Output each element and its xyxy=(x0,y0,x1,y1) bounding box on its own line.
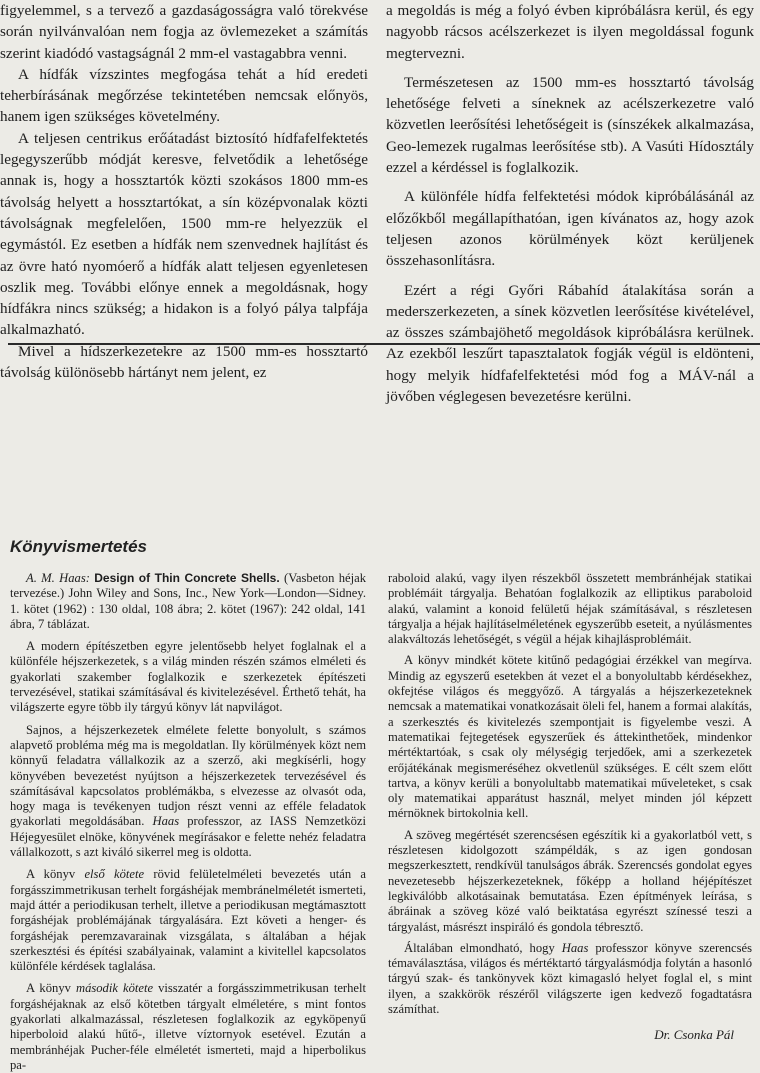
right-column xyxy=(386,0,760,406)
text: rövid felületelméleti bevezetés után a forgásszimmetrikusan terhelt forgáshéjak membránelméletét ismerteti, majd áttér a periodikusan terhelt, illetve a periodikusan megtámasztott forgáshéjak problémájának tárgyalására. Ezt követi a henger- és forgáshéjak peremzavarainak vizsgálata, s általában a héjak szerkesztési és építési szabályainak, valamint a kivitellel kapcsolatos különféle kérdések taglalása. xyxy=(10,867,367,974)
text: A könyv xyxy=(26,981,71,996)
book-review xyxy=(10,571,753,1072)
review-right-column xyxy=(388,571,752,1041)
paragraph: A teljesen centrikus erőátadást biztosító hídfafelfektetés legegyszerűbb módját keresve, felvetődik a lehetősége annak is, hogy a hossztartók közti szokásos 1800 mm-es távolság helyett a hossztartókat, a sín középvonalak közti távolságnak megfelelően, 1500 mm-re helyezzük el egymástól. Ez esetben a hídfák nem szenvednek hajlítást és az övre ható nyomóerő a hídfák alatt teljesen egyenletesen oszlik meg. További előnye ennek a megoldásnak, hogy hídfákra nincs szükség; a hidakon is a folyó pálya talpfája alkalmazható. xyxy=(0,129,368,339)
paragraph: Ezért a régi Győri Rábahíd átalakítása során a mederszerkezeten, a sínek közvetlen leerősítése kivételével, az összes számbajöhető megoldások kipróbálásra kerülnek. Az ezekből leszűrt tapasztalatok fogják végül is eldönteni, hogy melyik hídfafelfektetési mód fog a MÁV-nál a jövőben véglegesen bevezetésre kerülni. xyxy=(386,281,754,406)
article-continuation xyxy=(0,0,760,406)
text: A könyv xyxy=(26,867,76,882)
paragraph: A szöveg megértését szerencsésen egészítik ki a gyakorlatból vett, s részletesen kidolgozott számpéldák, s az igen gondosan megszerkesztett, rendkívül tanulságos ábrák. Szerencsés gondolat egyes nevezetesebb héjszerkezeteknek, főképp a holland héjépítészet legkiválóbb alkotásainak bemutatása. Ezen építmények leírása, s ábráinak a szöveg közé való beiktatása egyrészt színessé teszi a tárgyalást, másrészt inspiráló és gondola tébresztő. xyxy=(388,827,752,934)
text: visszatér a forgásszimmetrikusan terhelt forgáshéjaknak az első kötetben tárgyalt elméletére, s mint fontos gyakorlati alkalmazással, részletesen foglalkozik az egyköpenyű hiperboloid alakú hűtő-, illetve víztornyok esetével. Ezután a membránhéjak Pucher-féle elméletét ismerteti, majd a hiperbolikus pa- xyxy=(10,981,366,1072)
paragraph: A különféle hídfa felfektetési módok kipróbálásánál az előzőkből megállapíthatóan, igen kívánatos az, hogy azok teljesen azonos körülmények közt kerüljenek összehasonlításra. xyxy=(386,188,754,270)
text: professzor könyve szerencsés témaválasztása, világos és mértéktartó tárgyalásmódja folytán a hasonló tárgyú szak- és tankönyvek közt kimagasló helyet foglal el, s mint ilyen, a szakkörök részéről világszerte igen kedvező fogadtatásra számíthat. xyxy=(388,940,753,1017)
section-title: Könyvismertetés xyxy=(10,537,148,556)
emphasis: második kötete xyxy=(75,981,154,996)
paragraph: A modern építészetben egyre jelentősebb helyet foglalnak el a különféle héjszerkezetek, s a világ minden részén számos elméleti és gyakorlati szakember foglalkozik e szerkezetek építészeti tervezésével, statikai számításával és kivitelezésével. Érthető tehát, ha világszerte egyre több ily tárgyú könyv lát napvilágot. xyxy=(10,639,366,715)
paragraph: A könyv mindkét kötete kitűnő pedagógiai érzékkel van megírva. Mindig az egyszerű esetekben át vezet el a bonyolultabb kérdésekhez, okfejtése világos és meggyőző. A tárgyalás a héjszerkezeteknek nemcsak a matematikai vonatkozásait öleli fel, hanem a formai alakítás, a szerkesztés és kivitelezés szempontjait is figyelembe veszi. A matematikai fejtegetések egyszerűek és áttekinthetőek, mindenkor mértéktartóak, s csak oly mélységig terjedőek, ami a szerkezetek erőjátékának megismeréséhez okvetlenül szükséges. E célt szem előtt tartva, a könyv kerüli a bonyolultabb matematikai műveleteket, s csak oly matematikai apparátust használ, melyet minden jól képzett mérnöknek birtokolnia kell. xyxy=(388,653,752,821)
paragraph xyxy=(388,941,752,1017)
review-left-column xyxy=(10,571,367,1072)
paragraph xyxy=(10,981,366,1073)
ref-title: Design of Thin Concrete Shells. xyxy=(94,571,280,585)
text: Sajnos, a héjszerkezetek elmélete felette bonyolult, s számos alapvető probléma még ma is megoldatlan. Ily körülmények közt nem könnyű feladatra vállalkozik az a szerző, aki megkísérli, hogy könyvében bevezetést nyújtson a héjszerkezetek tervezésével és számításával kapcsolatos problémákba, s elvezesse az olvasót oda, hogy maga is tevékenyen tudjon részt venni az efféle feladatok gyakorlati megoldásában. xyxy=(10,722,366,829)
ref-details: (Vasbeton héjak tervezése.) John Wiley and Sons, Inc., New York—London—Sidney. 1. kötet (1962) : 130 oldal, 108 ábra; 2. kötet (1967): 242 oldal, 141 ábra, 7 táblázat. xyxy=(10,571,366,631)
paragraph xyxy=(10,723,366,861)
text: professzor, az IASS Nemzetközi Héjegyesület elnöke, könyvének megírásakor e felette nehéz feladatra vállalkozott, s azt kiváló sikerrel meg is oldotta. xyxy=(10,814,366,860)
paragraph: Természetesen az 1500 mm-es hossztartó távolság lehetősége felveti a síneknek az acélszerkezetre való közvetlen leerősítési lehetőségeit is (sínszékek alkalmazása, Geo-lemezek rugalmas leerősítése stb). A Vasúti Hídosztály ezzel a kérdéssel is foglalkozik. xyxy=(386,73,754,177)
book-reference xyxy=(10,571,366,632)
section-divider xyxy=(8,343,760,347)
paragraph xyxy=(10,867,366,974)
paragraph: figyelemmel, s a tervező a gazdaságosságra való törekvése során nyilvánvalóan nem fogja az övlemezeket a számítás szerint kiadódó vastagságnál 2 mm-el vastagabbra venni. xyxy=(0,2,368,62)
author-name: Haas xyxy=(152,814,180,829)
reviewer-signature: Dr. Csonka Pál xyxy=(654,1027,734,1043)
paragraph: raboloid alakú, vagy ilyen részekből összetett membránhéjak statikai problémáit tárgyalja. Behatóan foglalkozik az elliptikus paraboloid alakú, valamint a konoid felületű héjak számításával, s részletesen tárgyalja a héjak hajlításelméletének egyszerűbb eseteit, a nyúlásmentes alakváltozás lehetőségét, s végül a héjak kihajlásproblémáit. xyxy=(388,571,752,647)
paragraph: a megoldás is még a folyó évben kipróbálásra kerül, és egy nagyobb rácsos acélszerkezet is ilyen megoldással fogunk megtervezni. xyxy=(386,2,754,62)
ref-author: A. M. Haas: xyxy=(26,571,90,585)
left-column xyxy=(0,0,368,382)
paragraph: A hídfák vízszintes megfogása tehát a híd eredeti teherbírásának megőrzése tekintetében nemcsak előnyös, hanem igen szükséges követelmény. xyxy=(0,65,368,126)
emphasis: első kötete xyxy=(84,867,145,882)
author-name: Haas xyxy=(561,940,589,955)
paragraph: Mivel a hídszerkezetekre az 1500 mm-es hossztartó távolság különösebb hártányt nem jelent, ez xyxy=(0,342,368,382)
text: Általában elmondható, hogy xyxy=(404,940,555,955)
